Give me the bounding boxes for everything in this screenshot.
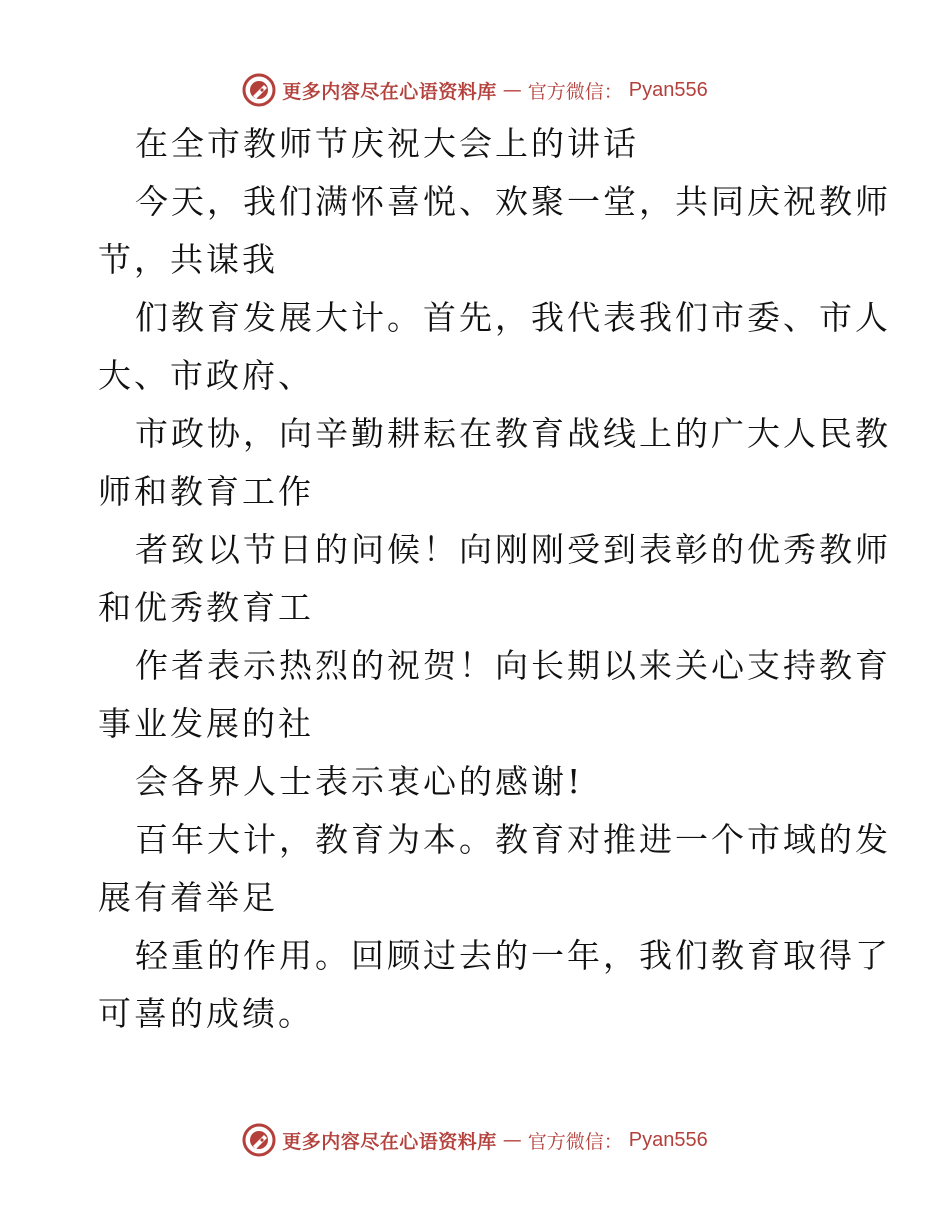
document-title: 在全市教师节庆祝大会上的讲话 bbox=[135, 124, 639, 163]
paragraph-line: 作者表示热烈的祝贺！向长期以来关心支持教育 bbox=[135, 646, 891, 685]
paragraph-line: 和优秀教育工 bbox=[98, 588, 314, 627]
header-promo-text: 更多内容尽在心语资料库 bbox=[282, 80, 497, 103]
paragraph-line: 节，共谋我 bbox=[98, 240, 278, 279]
footer-wechat-label: 官方微信： bbox=[527, 1130, 623, 1153]
paragraph-line: 百年大计，教育为本。教育对推进一个市域的发 bbox=[135, 820, 891, 859]
paragraph-line: 展有着举足 bbox=[98, 878, 278, 917]
paragraph-line: 可喜的成绩。 bbox=[98, 994, 314, 1033]
paragraph-line: 市政协，向辛勤耕耘在教育战线上的广大人民教 bbox=[135, 414, 891, 453]
footer-wechat-id: Pyan556 bbox=[628, 1128, 708, 1151]
pen-nib-logo-icon bbox=[242, 1123, 276, 1157]
paragraph-line: 轻重的作用。回顾过去的一年，我们教育取得了 bbox=[135, 936, 891, 975]
paragraph-line: 者致以节日的问候！向刚刚受到表彰的优秀教师 bbox=[135, 530, 891, 569]
header-wechat-label: 官方微信： bbox=[527, 80, 623, 103]
pen-nib-logo-icon bbox=[242, 73, 276, 107]
footer-promo-text: 更多内容尽在心语资料库 bbox=[282, 1130, 497, 1153]
paragraph-line: 师和教育工作 bbox=[98, 472, 314, 511]
paragraph-line: 事业发展的社 bbox=[98, 704, 314, 743]
header-wechat-id: Pyan556 bbox=[628, 78, 708, 101]
paragraph-line: 会各界人士表示衷心的感谢! bbox=[135, 762, 584, 801]
document-body bbox=[98, 115, 891, 1043]
paragraph-line: 大、市政府、 bbox=[98, 356, 314, 395]
header-separator: — bbox=[502, 79, 522, 101]
footer-separator: — bbox=[502, 1129, 522, 1151]
footer-banner bbox=[0, 1120, 950, 1160]
header-banner bbox=[0, 70, 950, 110]
paragraph-line: 今天，我们满怀喜悦、欢聚一堂，共同庆祝教师 bbox=[135, 182, 891, 221]
paragraph-line: 们教育发展大计。首先，我代表我们市委、市人 bbox=[135, 298, 891, 337]
